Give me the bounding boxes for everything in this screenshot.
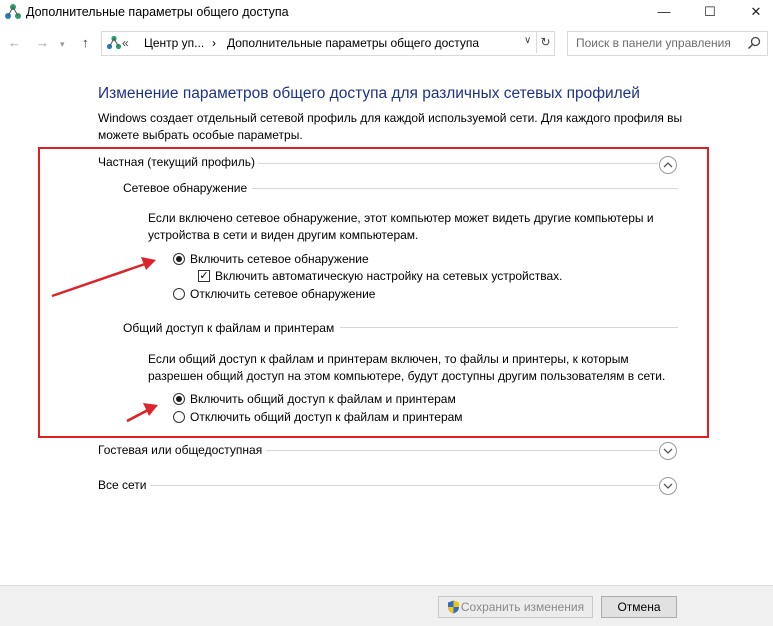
expand-guest-button[interactable] [659,442,677,460]
cancel-button[interactable]: Отмена [601,596,677,618]
auto-setup-label[interactable]: Включить автоматическую настройку на сетевых устройствах. [215,269,563,283]
network-icon [4,3,22,21]
checkbox-auto-setup[interactable]: ✓ [199,270,209,282]
collapse-private-button[interactable] [659,156,677,174]
disable-sharing-label[interactable]: Отключить общий доступ к файлам и принтерам [190,410,463,424]
save-changes-label[interactable]: Сохранить изменения [460,600,585,614]
refresh-button[interactable]: ↻ [536,32,554,53]
radio-enable-discovery[interactable] [173,253,185,265]
profile-private-label[interactable]: Частная (текущий профиль) [98,155,256,169]
title-bar [0,0,773,24]
recent-locations-dropdown[interactable]: ▾ [60,39,65,49]
radio-enable-sharing[interactable] [173,393,185,405]
search-icon[interactable] [747,36,761,50]
address-bar[interactable] [101,31,555,56]
chevron-up-icon [663,161,673,169]
file-sharing-heading: Общий доступ к файлам и принтерам [123,321,335,335]
profile-guest-label[interactable]: Гостевая или общедоступная [98,443,263,457]
divider [340,327,678,328]
breadcrumb-control-center[interactable]: Центр уп... [144,36,205,50]
breadcrumb-separator[interactable]: › [212,36,216,50]
search-box[interactable] [567,31,768,56]
up-button[interactable]: ↑ [82,35,89,50]
divider [258,163,658,164]
divider [150,485,658,486]
navigation-bar [0,27,773,61]
network-icon [106,35,122,51]
breadcrumb-current[interactable]: Дополнительные параметры общего доступа [227,36,480,50]
uac-shield-icon [447,600,460,614]
file-sharing-text: Если общий доступ к файлам и принтерам включен, то файлы и принтеры, к которым разрешен общий доступ на этом компьютере, будут доступны другим пользователям в сети. [148,352,666,383]
address-dropdown[interactable]: ∨ [524,35,532,46]
window-title: Дополнительные параметры общего доступа [26,5,289,19]
radio-disable-sharing[interactable] [173,411,185,423]
enable-discovery-label[interactable]: Включить сетевое обнаружение [190,252,369,266]
breadcrumb-overflow[interactable]: « [122,36,129,50]
back-button[interactable]: ← [8,35,21,50]
footer-bar [0,585,773,626]
forward-button[interactable]: → [36,35,49,50]
network-discovery-heading: Сетевое обнаружение [123,181,248,195]
page-description: Windows создает отдельный сетевой профиль для каждой используемой сети. Для каждого профиля вы можете выбрать особые параметры. [98,111,683,142]
divider [252,188,678,189]
expand-all-networks-button[interactable] [659,477,677,495]
page-title: Изменение параметров общего доступа для различных сетевых профилей [98,85,640,102]
radio-disable-discovery[interactable] [173,288,185,300]
chevron-down-icon [663,482,673,490]
chevron-down-icon [663,447,673,455]
profile-all-networks-label[interactable]: Все сети [98,478,147,492]
search-input[interactable]: Поиск в панели управления [576,36,731,50]
divider [266,450,658,451]
maximize-button[interactable]: ☐ [704,4,716,19]
disable-discovery-label[interactable]: Отключить сетевое обнаружение [190,287,376,301]
minimize-button[interactable]: — [657,4,671,19]
enable-sharing-label[interactable]: Включить общий доступ к файлам и принтерам [190,392,456,406]
close-button[interactable]: ✕ [750,4,762,19]
save-changes-button[interactable] [438,596,593,618]
network-discovery-text: Если включено сетевое обнаружение, этот компьютер может видеть другие компьютеры и устройства в сети и виден другим компьютерам. [148,211,654,242]
